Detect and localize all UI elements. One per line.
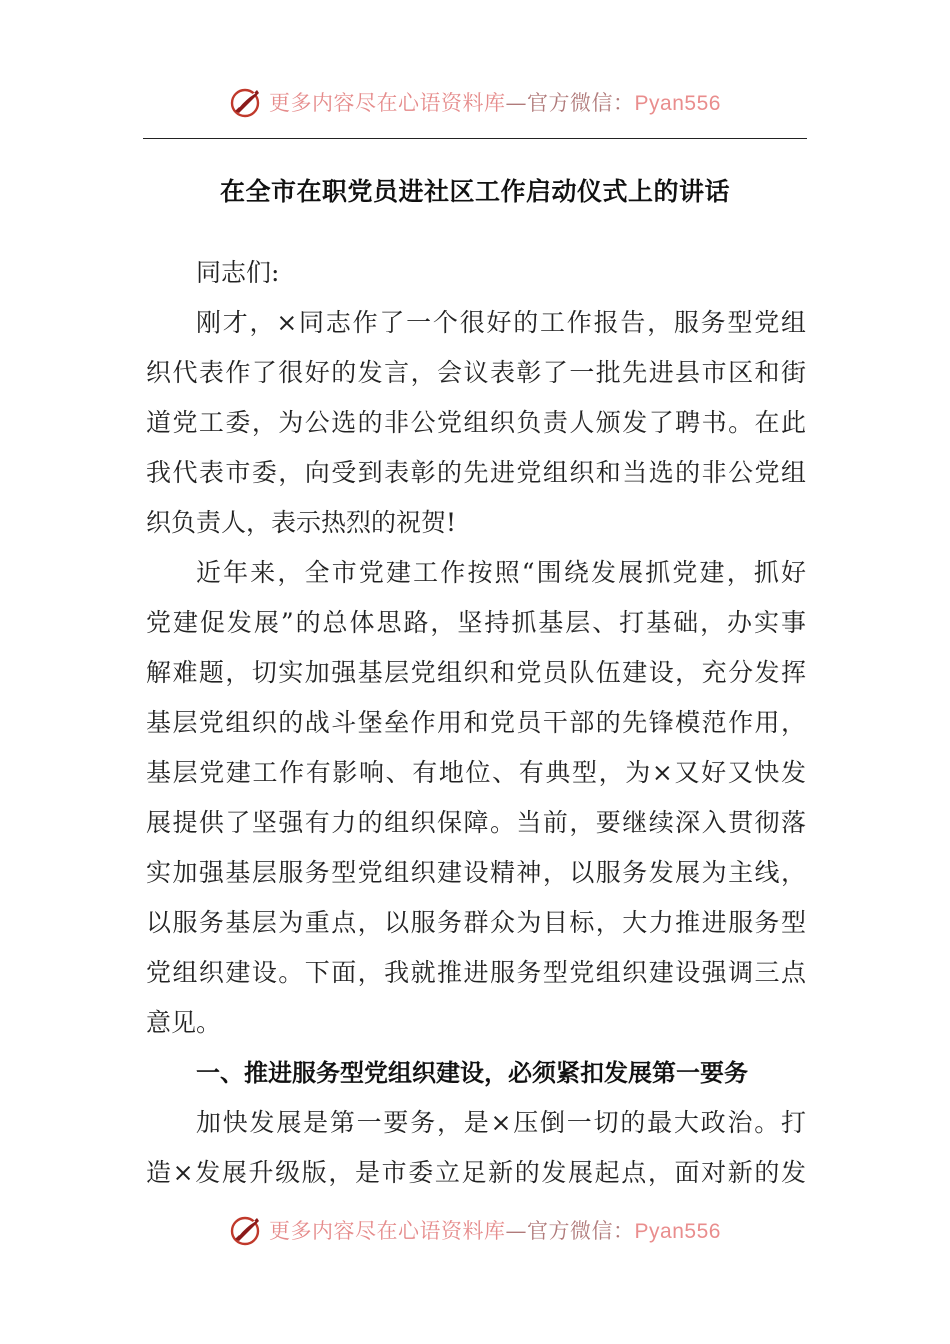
body-text-line: 近年来，全市党建工作按照“围绕发展抓党建，抓好	[196, 558, 806, 587]
watermark-text	[269, 1215, 721, 1245]
section-heading: 一、推进服务型党组织建设，必须紧扣发展第一要务	[196, 1059, 748, 1087]
body-text-line: 基层党建工作有影响、有地位、有典型，为×又好又快发	[146, 758, 806, 787]
body-text-line: 党建促发展”的总体思路，坚持抓基层、打基础，办实事	[146, 608, 806, 637]
body-text-line: 我代表市委，向受到表彰的先进党组织和当选的非公党组	[146, 458, 806, 487]
quill-pen-circle-icon	[229, 85, 263, 119]
body-text-line: 同志们:	[196, 258, 280, 287]
body-text-line: 解难题，切实加强基层党组织和党员队伍建设，充分发挥	[146, 658, 806, 687]
watermark-banner-bottom	[0, 1210, 950, 1250]
body-text-line: 意见。	[146, 1008, 222, 1037]
watermark-wechat-id: Pyan556	[634, 1220, 721, 1243]
body-text-line: 以服务基层为重点，以服务群众为目标，大力推进服务型	[146, 908, 806, 937]
watermark-text	[269, 87, 721, 117]
watermark-wechat-label: —官方微信：	[505, 91, 635, 115]
watermark-wechat-id: Pyan556	[634, 92, 721, 115]
watermark-banner-top	[0, 82, 950, 122]
document-title: 在全市在职党员进社区工作启动仪式上的讲话	[219, 177, 730, 206]
watermark-wechat-label: —官方微信：	[505, 1219, 635, 1243]
body-text-line: 刚才，×同志作了一个很好的工作报告，服务型党组	[196, 308, 806, 337]
document-body	[146, 248, 806, 1198]
body-text-line: 道党工委，为公选的非公党组织负责人颁发了聘书。在此	[146, 408, 806, 437]
watermark-main: 更多内容尽在心语资料库	[269, 1219, 506, 1243]
body-text-line: 展提供了坚强有力的组织保障。当前，要继续深入贯彻落	[146, 808, 806, 837]
quill-pen-circle-icon	[229, 1213, 263, 1247]
body-text-line: 织负责人，表示热烈的祝贺!	[146, 508, 457, 537]
watermark-main: 更多内容尽在心语资料库	[269, 91, 506, 115]
body-text-line: 造×发展升级版，是市委立足新的发展起点，面对新的发	[146, 1158, 806, 1187]
body-text-line: 基层党组织的战斗堡垒作用和党员干部的先锋模范作用，	[146, 708, 806, 737]
body-text-line: 织代表作了很好的发言，会议表彰了一批先进县市区和街	[146, 358, 806, 387]
header-divider	[143, 138, 807, 139]
body-text-line: 党组织建设。下面，我就推进服务型党组织建设强调三点	[146, 958, 806, 987]
body-text-line: 加快发展是第一要务，是×压倒一切的最大政治。打	[196, 1108, 806, 1137]
body-text-line: 实加强基层服务型党组织建设精神，以服务发展为主线，	[146, 858, 806, 887]
